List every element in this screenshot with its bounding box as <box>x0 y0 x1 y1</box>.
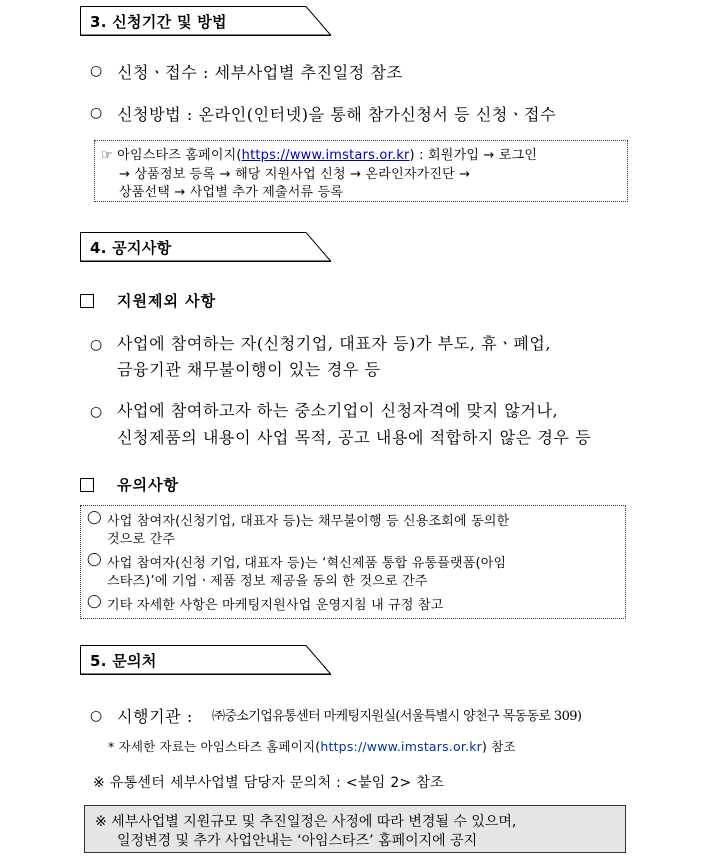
bullet-circle: ○ <box>90 337 103 353</box>
final-notice-box <box>84 805 626 853</box>
section-4-title: 4. 공지사항 <box>90 239 172 257</box>
hollow-circle-icon: ◯ <box>87 552 102 567</box>
bullet-circle: ○ <box>90 105 103 121</box>
bullet-circle: ○ <box>90 63 103 79</box>
bullet-circle: ○ <box>90 404 103 420</box>
notice-title: 유의사항 <box>117 476 179 494</box>
sec3-item-2: 신청방법 : 온라인(인터넷)을 통해 참가신청서 등 신청ㆍ접수 <box>117 105 557 124</box>
section-4-header <box>80 232 332 262</box>
section-3-title: 3. 신청기간 및 방법 <box>90 13 227 31</box>
application-note-box <box>94 140 628 202</box>
final-notice-line-1: ※ 세부사업별 지원규모 및 추진일정은 사정에 따라 변경될 수 있으며, <box>95 814 517 830</box>
exclusion-item-2-line-1: 사업에 참여하고자 하는 중소기업이 신청자격에 맞지 않거나, <box>117 401 559 420</box>
hollow-circle-icon: ◯ <box>87 510 102 525</box>
section-3-header <box>80 6 332 36</box>
section-5-title: 5. 문의처 <box>90 652 157 670</box>
bullet-circle: ○ <box>90 708 103 724</box>
notice-item-2-line-2: 스타즈)’에 기업ㆍ제품 정보 제공을 동의 한 것으로 간주 <box>107 574 428 589</box>
note-line-3: 상품선택 → 사업별 추가 제출서류 등록 <box>119 185 344 200</box>
final-notice-line-2: 일정변경 및 추가 사업안내는 ‘아임스타즈’ 홈페이지에 공지 <box>117 833 478 849</box>
note-line-2: → 상품정보 등록 → 해당 지원사업 신청 → 온라인자가진단 → <box>119 167 471 182</box>
contact-note: ※ 유통센터 세부사업별 담당자 문의처 : <붙임 2> 참조 <box>93 775 444 791</box>
agency-value: ㈜중소기업유통센터 마케팅지원실(서울특별시 양천구 목동동로 309) <box>212 709 582 724</box>
sec3-item-1: 신청ㆍ접수 : 세부사업별 추진일정 참조 <box>117 63 403 82</box>
notice-item-1-line-1: 사업 참여자(신청기업, 대표자 등)는 채무불이행 등 신용조회에 동의한 <box>107 514 510 529</box>
checkbox-square-icon <box>80 294 94 308</box>
exclusion-item-2-line-2: 신청제품의 내용이 사업 목적, 공고 내용에 적합하지 않은 경우 등 <box>117 428 592 447</box>
notice-item-2-line-1: 사업 참여자(신청 기업, 대표자 등)는 ‘혁신제품 통합 유통플랫폼(아임 <box>107 556 507 571</box>
exclusion-item-1-line-1: 사업에 참여하는 자(신청기업, 대표자 등)가 부도, 휴ㆍ폐업, <box>117 334 552 353</box>
note-line-1: ☞ 아임스타즈 홈페이지(https://www.imstars.or.kr) : 회원가입 → 로그인 <box>101 148 538 163</box>
notice-box <box>80 505 626 619</box>
notice-item-3-line-1: 기타 자세한 사항은 마케팅지원사업 운영지침 내 규정 참고 <box>107 598 444 613</box>
hollow-circle-icon: ◯ <box>87 594 102 609</box>
agency-label: 시행기관 : <box>117 707 193 726</box>
section-5-header <box>80 645 332 675</box>
exclusion-item-1-line-2: 금융기관 채무불이행이 있는 경우 등 <box>117 360 381 379</box>
checkbox-square-icon <box>80 478 94 492</box>
imstars-link[interactable]: https://www.imstars.or.kr <box>241 148 410 163</box>
exclusion-title: 지원제외 사항 <box>117 292 217 310</box>
imstars-link[interactable]: https://www.imstars.or.kr <box>320 739 482 754</box>
notice-item-1-line-2: 것으로 간주 <box>107 532 176 547</box>
detail-reference: * 자세한 자료는 아임스타즈 홈페이지(https://www.imstars.or.kr) 참조 <box>108 739 516 754</box>
